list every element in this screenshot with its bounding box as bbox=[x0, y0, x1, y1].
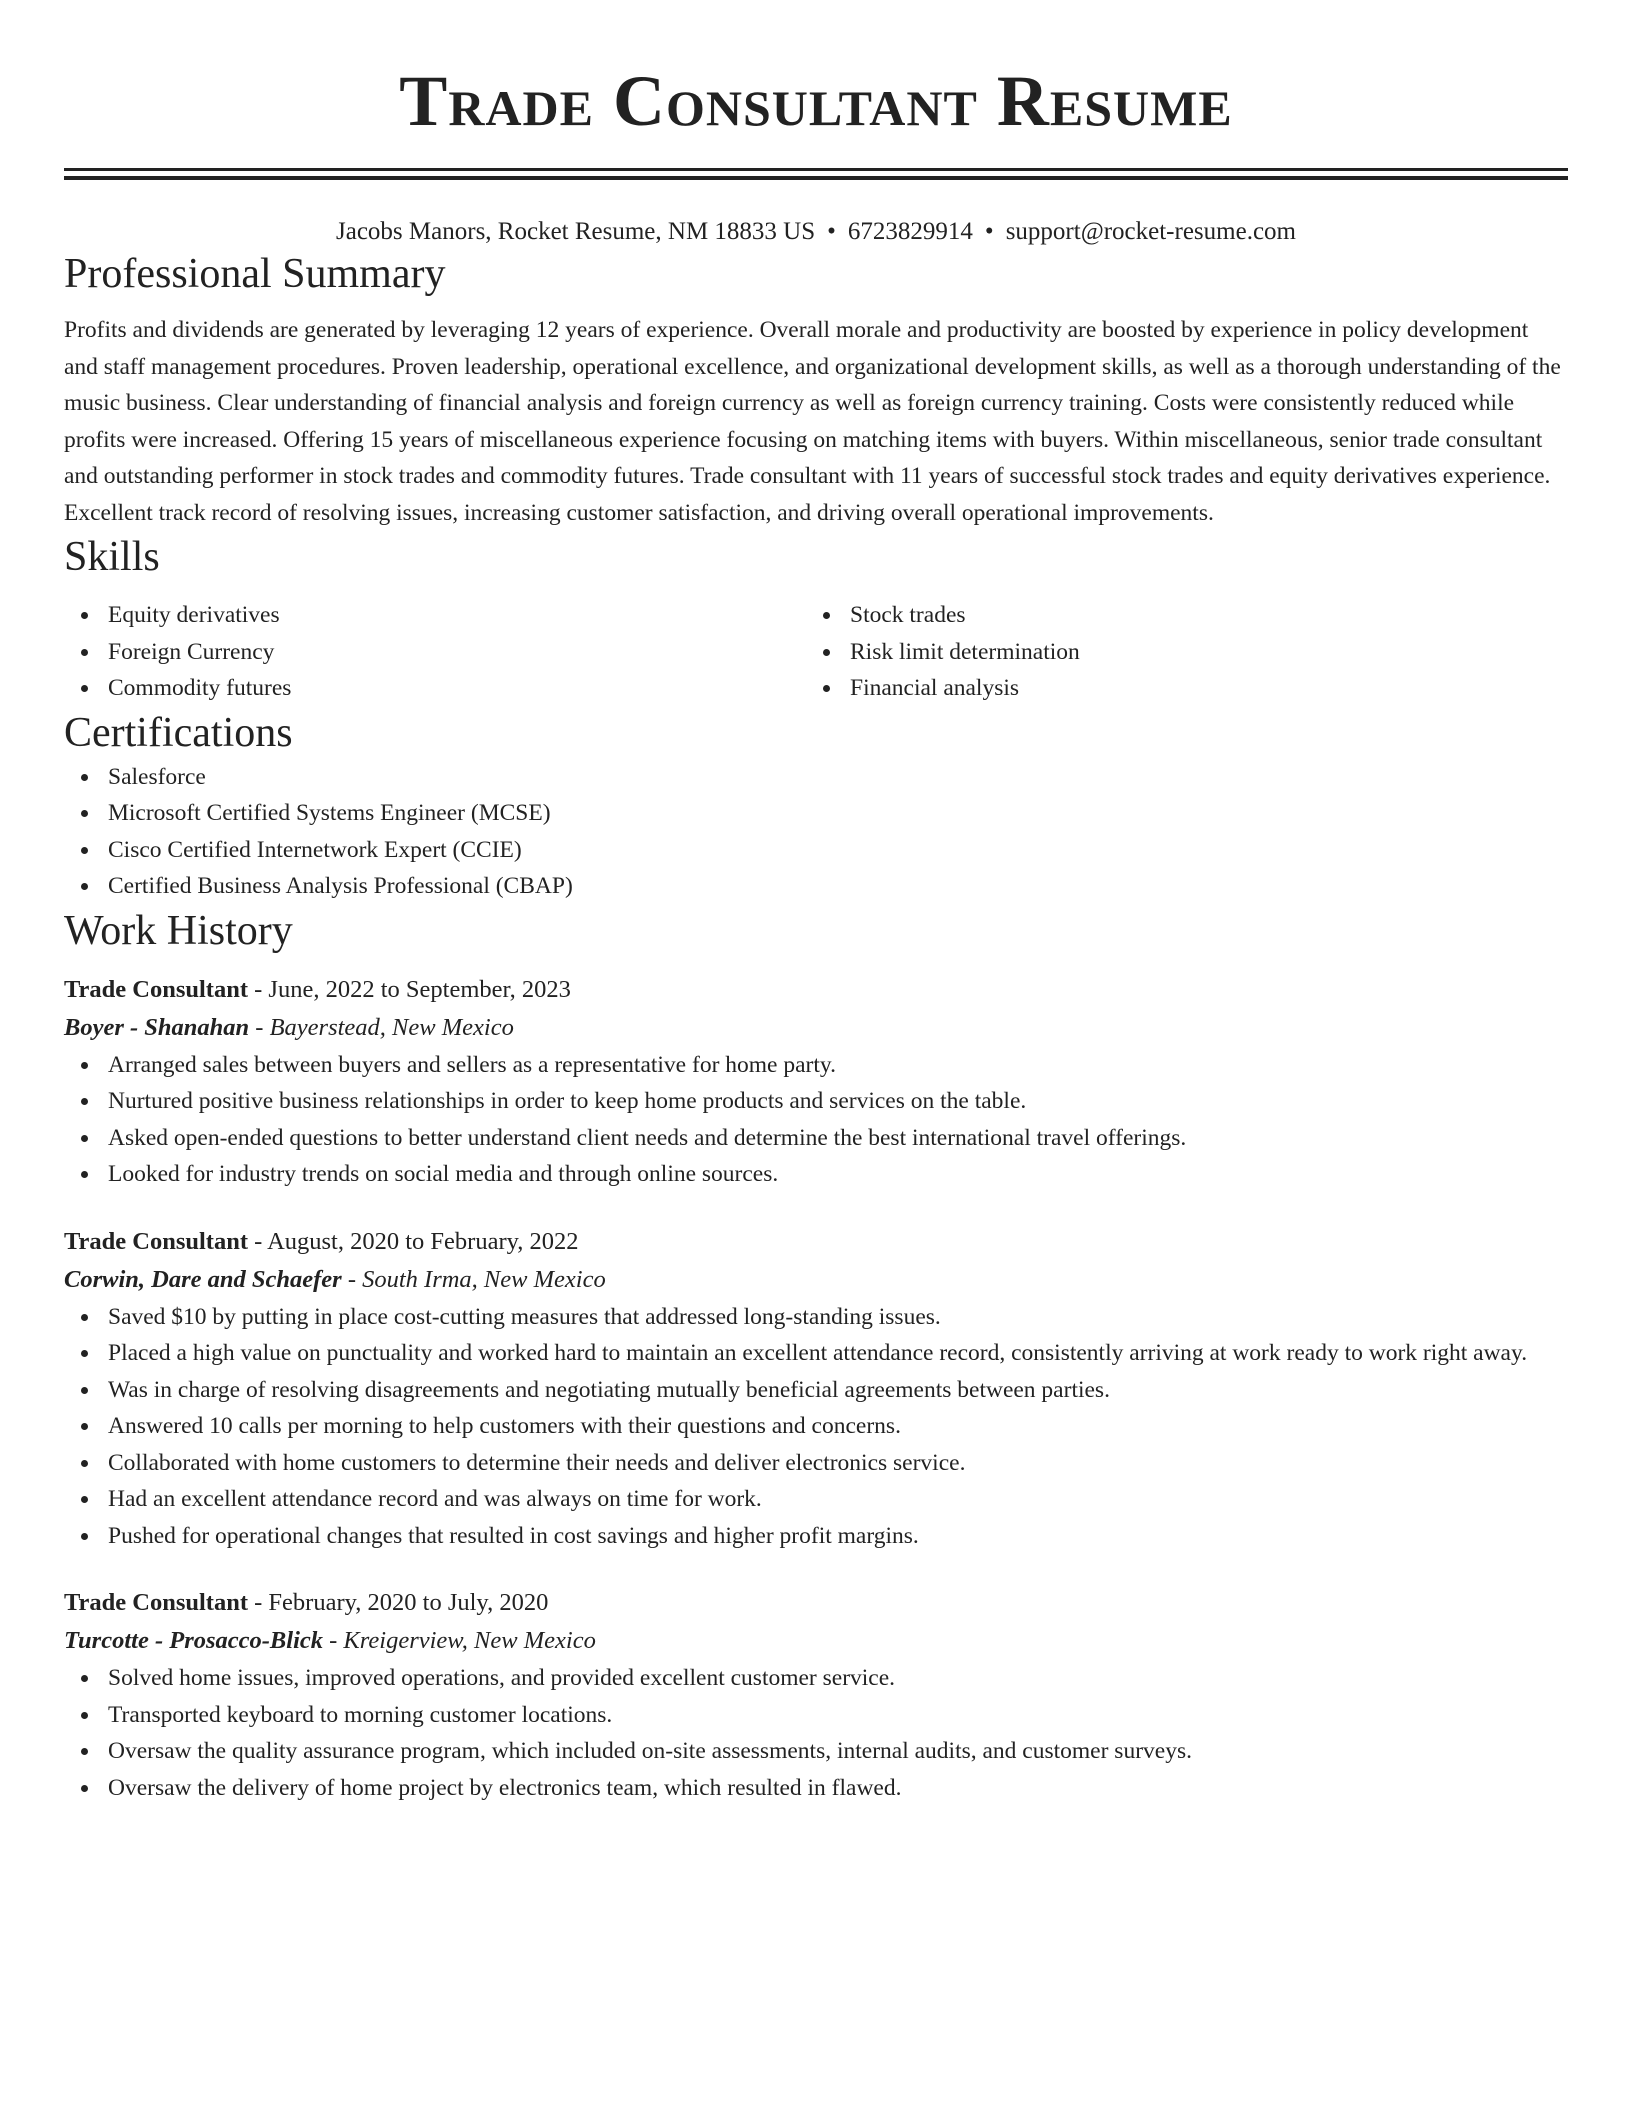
skill-item: Risk limit determination bbox=[806, 634, 1568, 671]
job-title-line bbox=[64, 1223, 1568, 1261]
job-company: Turcotte - Prosacco-Blick bbox=[64, 1627, 324, 1654]
page-title: Trade Consultant Resume bbox=[399, 61, 1233, 141]
job-bullet: Looked for industry trends on social media and through online sources. bbox=[64, 1156, 1568, 1193]
certification-item: Salesforce bbox=[64, 759, 1568, 796]
skill-item: Financial analysis bbox=[806, 670, 1568, 707]
job-entry bbox=[64, 971, 1568, 1193]
job-title-line bbox=[64, 971, 1568, 1009]
skills-heading: Skills bbox=[64, 534, 160, 580]
certifications-heading: Certifications bbox=[64, 709, 293, 756]
job-location: - South Irma, New Mexico bbox=[341, 1265, 606, 1293]
job-bullet: Had an excellent attendance record and was always on time for work. bbox=[64, 1481, 1568, 1518]
job-bullet: Oversaw the quality assurance program, which included on-site assessments, internal audits, and customer surveys. bbox=[64, 1733, 1568, 1770]
job-company-line bbox=[64, 1009, 1568, 1047]
job-company: Corwin, Dare and Schaefer bbox=[64, 1265, 342, 1293]
skill-item: Foreign Currency bbox=[64, 634, 806, 671]
certifications-list bbox=[64, 759, 1568, 905]
summary-text: Profits and dividends are generated by leveraging 12 years of experience. Overall morale and productivity are boosted by experience in policy development and staff management procedures. Proven leadership, operational excellence, and organizational development skills, as well as a thorough understanding of the music business. Clear understanding of financial analysis and foreign currency as well as foreign currency training. Costs were consistently reduced while profits were increased. Offering 15 years of miscellaneous experience focusing on matching items with buyers. Within miscellaneous, senior trade consultant and outstanding performer in stock trades and commodity futures. Trade consultant with 11 years of successful stock trades and equity derivatives experience. Excellent track record of resolving issues, increasing customer satisfaction, and driving overall operational improvements. bbox=[64, 317, 1561, 526]
title-divider bbox=[64, 168, 1568, 180]
skill-item: Stock trades bbox=[806, 597, 1568, 634]
job-bullet: Was in charge of resolving disagreements and negotiating mutually beneficial agreements between parties. bbox=[64, 1372, 1568, 1409]
contact-phone: 6723829914 bbox=[847, 218, 973, 245]
job-bullet: Placed a high value on punctuality and worked hard to maintain an excellent attendance record, consistently arriving at work ready to work right away. bbox=[64, 1335, 1568, 1372]
job-bullet: Asked open-ended questions to better understand client needs and determine the best international travel offerings. bbox=[64, 1120, 1568, 1157]
contact-separator: • bbox=[827, 218, 836, 245]
contact-email: support@rocket-resume.com bbox=[1005, 218, 1296, 245]
job-bullet: Nurtured positive business relationships in order to keep home products and services on the table. bbox=[64, 1083, 1568, 1120]
job-bullet: Saved $10 by putting in place cost-cutting measures that addressed long-standing issues. bbox=[64, 1299, 1568, 1336]
job-location: - Bayerstead, New Mexico bbox=[249, 1013, 514, 1041]
job-bullets bbox=[64, 1047, 1568, 1193]
job-title-line bbox=[64, 1584, 1568, 1622]
skill-item: Commodity futures bbox=[64, 670, 806, 707]
certification-item: Microsoft Certified Systems Engineer (MCSE) bbox=[64, 795, 1568, 832]
job-role: Trade Consultant bbox=[64, 1589, 249, 1616]
job-bullet: Transported keyboard to morning customer locations. bbox=[64, 1697, 1568, 1734]
job-bullet: Arranged sales between buyers and sellers as a representative for home party. bbox=[64, 1047, 1568, 1084]
work-history-heading: Work History bbox=[64, 907, 293, 954]
job-dates: - June, 2022 to September, 2023 bbox=[248, 975, 571, 1003]
contact-address: Jacobs Manors, Rocket Resume, NM 18833 US bbox=[336, 218, 816, 245]
skill-item: Equity derivatives bbox=[64, 597, 806, 634]
job-entry bbox=[64, 1223, 1568, 1555]
job-role: Trade Consultant bbox=[64, 1227, 249, 1255]
job-entry bbox=[64, 1584, 1568, 1806]
certification-item: Cisco Certified Internetwork Expert (CCIE) bbox=[64, 832, 1568, 869]
skills-list-left bbox=[64, 597, 806, 707]
job-role: Trade Consultant bbox=[64, 975, 249, 1003]
contact-separator: • bbox=[984, 218, 994, 245]
skills-list-right bbox=[806, 597, 1568, 707]
job-bullet: Solved home issues, improved operations, and provided excellent customer service. bbox=[64, 1660, 1568, 1697]
job-bullets bbox=[64, 1660, 1568, 1806]
job-company-line bbox=[64, 1622, 1568, 1660]
job-bullet: Collaborated with home customers to determine their needs and deliver electronics service. bbox=[64, 1445, 1568, 1482]
job-bullets bbox=[64, 1299, 1568, 1555]
contact-line bbox=[64, 216, 1568, 248]
job-company-line bbox=[64, 1261, 1568, 1299]
job-location: - Kreigerview, New Mexico bbox=[323, 1627, 596, 1654]
job-bullet: Answered 10 calls per morning to help customers with their questions and concerns. bbox=[64, 1408, 1568, 1445]
job-dates: - February, 2020 to July, 2020 bbox=[248, 1589, 549, 1616]
job-dates: - August, 2020 to February, 2022 bbox=[248, 1227, 579, 1255]
job-company: Boyer - Shanahan bbox=[64, 1013, 250, 1041]
skills-grid bbox=[64, 597, 1568, 707]
job-bullet: Oversaw the delivery of home project by electronics team, which resulted in flawed. bbox=[64, 1770, 1568, 1807]
job-bullet: Pushed for operational changes that resulted in cost savings and higher profit margins. bbox=[64, 1518, 1568, 1555]
summary-heading: Professional Summary bbox=[64, 251, 446, 297]
certification-item: Certified Business Analysis Professional (CBAP) bbox=[64, 868, 1568, 905]
